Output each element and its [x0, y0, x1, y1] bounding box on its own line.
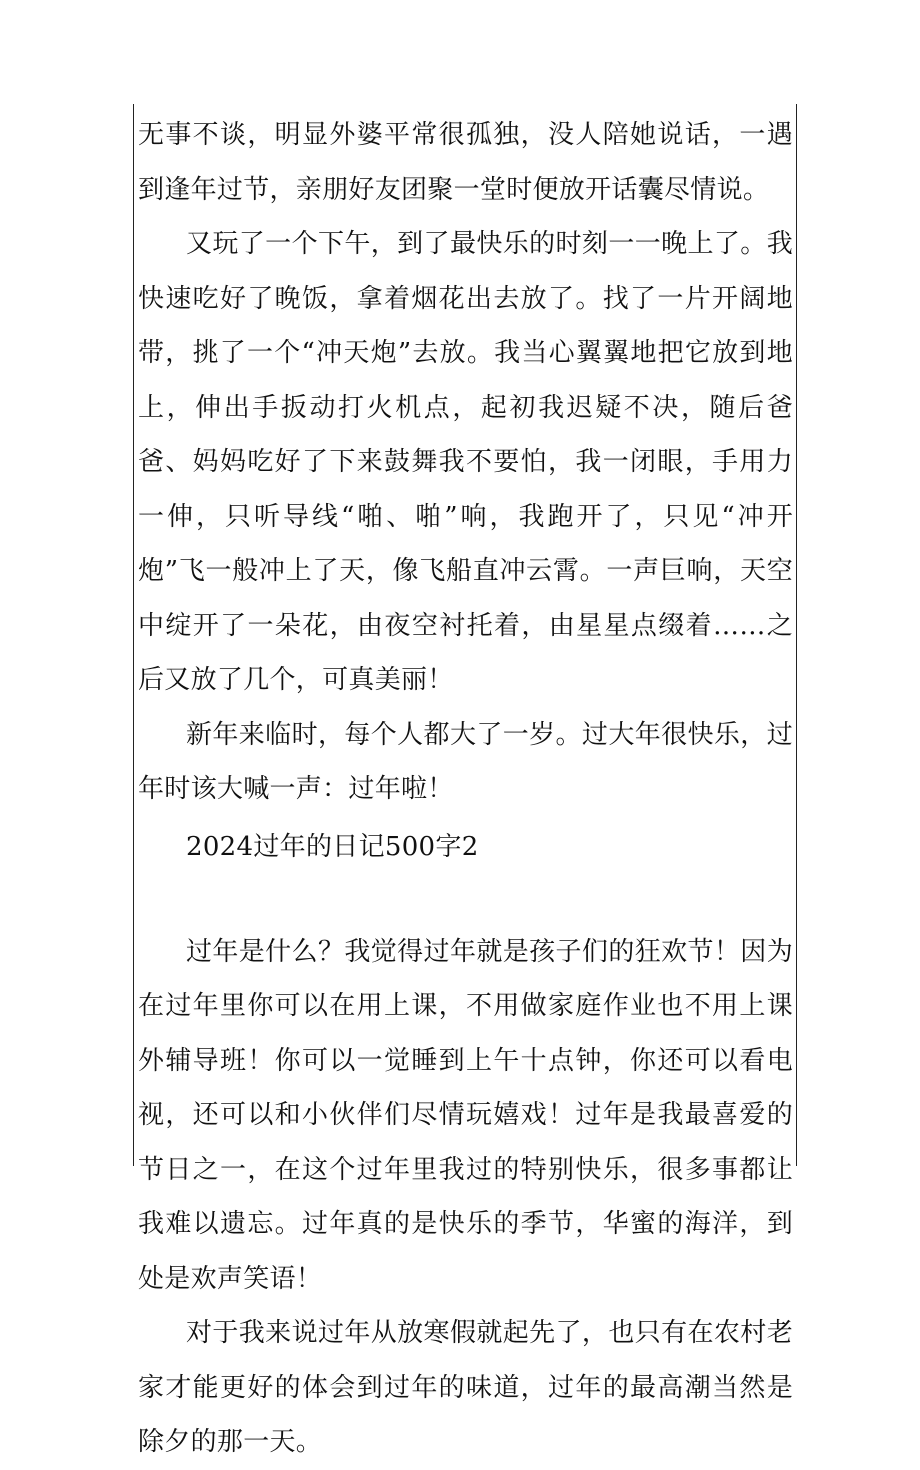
paragraph-3: 新年来临时，每个人都大了一岁。过大年很快乐，过年时该大喊一声：过年啦！ [138, 719, 793, 804]
paragraph-2: 又玩了一个下午，到了最快乐的时刻一一晚上了。我快速吃好了晚饭，拿着烟花出去放了。找了一片开阔地带，挑了一个“冲天炮”去放。我当心翼翼地把它放到地上，伸出手扳动打火机点，起初我迟疑不决，随后爸爸、妈妈吃好了下来鼓舞我不要怕，我一闭眼，手用力一伸，只听导线“啪、啪”响，我跑开了，只见“冲开炮”飞一般冲上了天，像飞船直冲云霄。一声巨响，天空中绽开了一朵花，由夜空衬托着，由星星点缀着……之后又放了几个，可真美丽！ [138, 229, 793, 695]
section-heading: 2024过年的日记500字2 [186, 831, 479, 862]
paragraph-5: 对于我来说过年从放寒假就起先了，也只有在农村老家才能更好的体会到过年的味道，过年的最高潮当然是除夕的那一天。 [138, 1318, 793, 1457]
paragraph-1: 无事不谈，明显外婆平常很孤独，没人陪她说话，一遇到逢年过节，亲朋好友团聚一堂时便放开话囊尽情说。 [138, 120, 793, 205]
right-border-line [796, 104, 797, 1166]
left-border-line [133, 104, 134, 1166]
paragraph-4: 过年是什么？我觉得过年就是孩子们的狂欢节！因为在过年里你可以在用上课，不用做家庭作业也不用上课外辅导班！你可以一觉睡到上午十点钟，你还可以看电视，还可以和小伙伴们尽情玩嬉戏！过年是我最喜爱的节日之一，在这个过年里我过的特别快乐，很多事都让我难以遗忘。过年真的是快乐的季节，华蜜的海洋，到处是欢声笑语！ [138, 936, 793, 1294]
document-body [138, 108, 793, 1470]
